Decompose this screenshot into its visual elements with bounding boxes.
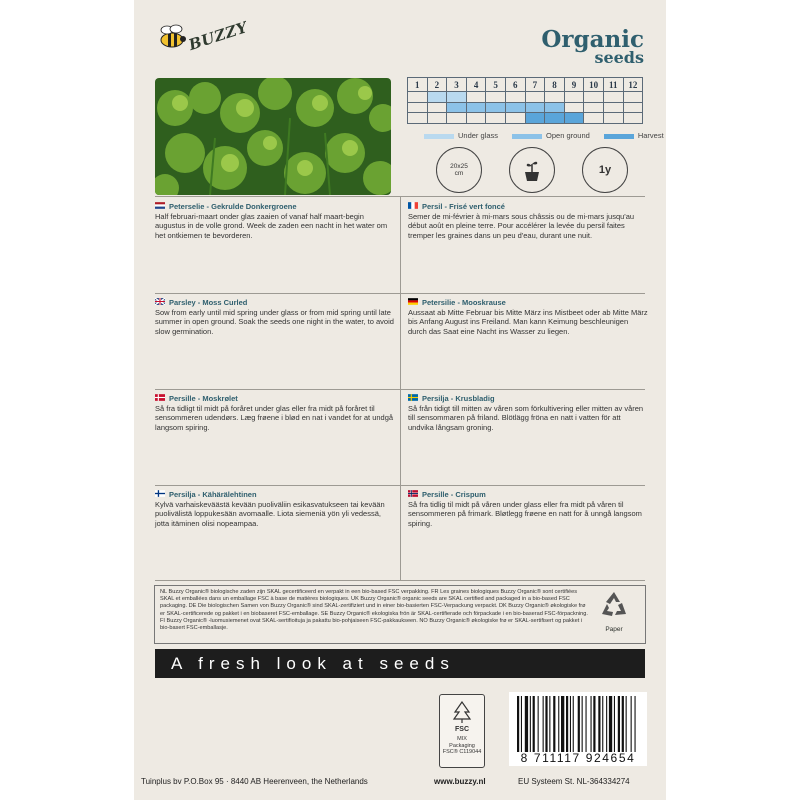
month-header: 12 xyxy=(623,78,643,92)
lifecycle-icon: 1y xyxy=(582,147,628,193)
barcode-bar xyxy=(609,696,612,752)
calendar-cell-open_ground xyxy=(408,102,428,113)
fsc-label: FSC xyxy=(455,725,469,733)
spacing-value: 20x25 xyxy=(450,162,468,170)
barcode-bar xyxy=(561,696,564,752)
calendar-cell-under_glass xyxy=(427,92,447,103)
website: www.buzzy.nl xyxy=(434,777,486,786)
barcode-bar xyxy=(618,696,620,752)
flag-de-icon xyxy=(408,298,418,307)
calendar-cell-open_ground xyxy=(447,102,467,113)
barcode-bar xyxy=(566,696,568,752)
barcode-number: 8 711117 924654 xyxy=(520,751,636,765)
flag-dk-icon xyxy=(155,394,165,403)
barcode-bar xyxy=(517,696,519,752)
calendar-cell-open_ground xyxy=(466,102,486,113)
language-text: Half februari-maart onder glas zaaien of vanaf half maart-begin augustus in de volle grond. Week de zaden een nacht in het water om het ontkiemen te bevorderen. xyxy=(155,212,388,240)
calendar-cell-under_glass xyxy=(447,92,467,103)
barcode-bar xyxy=(622,696,624,752)
language-text: Så från tidigt till mitten av våren som förkultivering eller mitten av våren till sensommaren på friland. Blötlägg fröna en natt i vatten för att undvika långsam groning. xyxy=(408,404,644,432)
calendar-cell-harvest xyxy=(623,113,643,124)
language-section-de xyxy=(408,298,648,336)
calendar-cell-under_glass xyxy=(408,92,428,103)
fsc-tree-icon xyxy=(449,700,475,724)
language-text: Semer de mi-février à mi-mars sous châssis ou de mi-mars jusqu'au début août en pleine terre. Pour accélérer la levée du persil faites tremper les graines dans un peu d'eau, durant une nuit. xyxy=(408,212,635,240)
calendar-cell-harvest xyxy=(525,113,545,124)
language-title: Persil - Frisé vert foncé xyxy=(422,202,505,211)
fsc-packaging: Packaging xyxy=(449,742,475,749)
legend-open-ground: Open ground xyxy=(512,131,590,140)
calendar-cell-open_ground xyxy=(486,102,506,113)
calendar-cell-harvest xyxy=(603,113,623,124)
calendar-cell-open_ground xyxy=(584,102,604,113)
calendar-cell-harvest xyxy=(466,113,486,124)
calendar-cell-under_glass xyxy=(525,92,545,103)
seeds-subtitle: seeds xyxy=(594,47,644,67)
plant-spacing-icon xyxy=(436,147,482,193)
seed-packet-back xyxy=(134,0,666,800)
language-text: Aussaat ab Mitte Februar bis Mitte März ins Mistbeet oder ab Mitte März bis Anfang August ins Freiland. Man kann Keimung beschleunigen durch das Saat eine Nacht ins Wasser zu liegen. xyxy=(408,308,648,336)
flag-fr-icon xyxy=(408,202,418,211)
barcode-bar xyxy=(598,696,600,752)
language-section-dk xyxy=(155,394,395,432)
calendar-cell-harvest xyxy=(486,113,506,124)
calendar-cell-harvest xyxy=(505,113,525,124)
barcode-bar xyxy=(602,696,603,752)
calendar-cell-under_glass xyxy=(584,92,604,103)
calendar-cell-under_glass xyxy=(603,92,623,103)
company-address: Tuinplus bv P.O.Box 95 · 8440 AB Heerenveen, the Netherlands xyxy=(141,777,368,786)
calendar-cell-open_ground xyxy=(545,102,565,113)
calendar-cell-harvest xyxy=(545,113,565,124)
month-header: 8 xyxy=(545,78,565,92)
month-header: 9 xyxy=(564,78,584,92)
calendar-cell-under_glass xyxy=(505,92,525,103)
language-title: Persilja - Kähärälehtinen xyxy=(169,490,257,499)
calendar-cell-open_ground xyxy=(564,102,584,113)
month-header: 2 xyxy=(427,78,447,92)
calendar-cell-open_ground xyxy=(427,102,447,113)
parsley-photo xyxy=(155,78,391,195)
sowing-legend xyxy=(424,131,664,140)
language-section-se xyxy=(408,394,648,432)
logo-text: BUZZY xyxy=(186,18,250,54)
calendar-cell-harvest xyxy=(427,113,447,124)
calendar-cell-under_glass xyxy=(623,92,643,103)
recycle-icon xyxy=(598,590,630,620)
barcode-bar xyxy=(626,696,627,752)
language-section-no xyxy=(408,490,648,528)
recycle-paper-logo xyxy=(591,590,637,633)
fsc-code: FSC® C119044 xyxy=(442,749,482,755)
month-header: 7 xyxy=(525,78,545,92)
calendar-cell-under_glass xyxy=(486,92,506,103)
language-text: Kylvä varhaiskeväästä kevään puoliväliin esikasvatukseen tai kevään puolivälistä loppukesään avomaalle. Liota siemeniä yön yli vedessä, jotta itäminen olisi nopeampaa. xyxy=(155,500,385,528)
calendar-cell-open_ground xyxy=(525,102,545,113)
divider xyxy=(155,580,645,581)
barcode-bar xyxy=(593,696,595,752)
language-text: Så fra tidlig til midt på våren under glass eller fra midt på våren til sensommeren på frimark. Bløtlegg frøene en natt for å unngå langsom spiring. xyxy=(408,500,642,528)
growing-info-icons xyxy=(436,147,628,193)
buzzy-logo xyxy=(154,18,250,57)
flag-no-icon xyxy=(408,490,418,499)
barcode-bar xyxy=(631,696,632,752)
month-header: 3 xyxy=(447,78,467,92)
month-header: 4 xyxy=(466,78,486,92)
language-section-nl xyxy=(155,202,395,240)
barcode-bar xyxy=(553,696,555,752)
calendar-cell-harvest xyxy=(408,113,428,124)
barcode-bar xyxy=(635,696,636,752)
bee-icon xyxy=(154,22,190,52)
legend-harvest: Harvest xyxy=(604,131,664,140)
calendar-cell-open_ground xyxy=(603,102,623,113)
language-section-fi xyxy=(155,490,395,528)
barcode-bar xyxy=(525,696,528,752)
barcode-bar xyxy=(582,696,583,752)
fsc-logo xyxy=(439,694,485,768)
barcode-bar xyxy=(570,696,571,752)
barcode-bar xyxy=(521,696,522,752)
fsc-mix: MIX xyxy=(457,736,467,742)
flag-se-icon xyxy=(408,394,418,403)
organic-seeds-title xyxy=(541,26,644,67)
barcode-bar xyxy=(578,696,580,752)
flag-fi-icon xyxy=(155,490,165,499)
spacing-unit: cm xyxy=(454,170,464,177)
month-header: 5 xyxy=(486,78,506,92)
language-section-fr xyxy=(408,202,648,240)
flag-gb-icon xyxy=(155,298,165,307)
language-title: Persilja - Krusbladig xyxy=(422,394,495,403)
divider xyxy=(400,196,401,580)
barcode-bar xyxy=(558,696,559,752)
flag-nl-icon xyxy=(155,202,165,211)
barcode xyxy=(509,692,647,766)
organic-title: Organic xyxy=(541,26,644,53)
month-header: 11 xyxy=(603,78,623,92)
calendar-cell-open_ground xyxy=(505,102,525,113)
language-text: Sow from early until mid spring under glass or from mid spring until late summer in open ground. Soak the seeds one night in the water, to avoid slow germination. xyxy=(155,308,394,336)
barcode-bar xyxy=(586,696,587,752)
calendar-cell-harvest xyxy=(584,113,604,124)
barcode-bar xyxy=(533,696,535,752)
language-title: Persille - Crispum xyxy=(422,490,486,499)
eu-registration: EU Systeem St. NL-364334274 xyxy=(518,777,630,786)
language-title: Persille - Moskrølet xyxy=(169,394,238,403)
calendar-cell-under_glass xyxy=(564,92,584,103)
certification-text: NL Buzzy Organic® biologische zaden zijn SKAL gecertificeerd en verpakt in een bio-based FSC verpakking. FR Les graines biologiques Buzzy Organic® sont certifiées SKAL et emballées dans un emballage FSC à base de matières biologiques. UK Buzzy Organic® organic seeds are SKAL certified and packaged in a bio-based FSC packaging. DE Die biologischen Samen von Buzzy Organic® sind SKAL-zertifiziert und in einer bio-basierten FSC-Verpackung verpackt. DK Buzzy Organic® økologiske frø er SKAL-certificerede og pakket i en biobaseret FSC-emballage. SE Buzzy Organic® ekologiska frön är SKAL-certifierade och förpackade i en bio-baserad FSC-förpackning. FI Buzzy Organic® -luomusiemenet ovat SKAL-sertifioituja ja pakattu bio-pohjaiseen FSC-pakkaukseen. NO Buzzy Organic® økologiske frø er SKAL-sertifisert og pakket i bio-basert FSC-emballasje. xyxy=(160,589,588,632)
tagline-banner: A fresh look at seeds xyxy=(155,649,645,678)
calendar-cell-harvest xyxy=(564,113,584,124)
barcode-bar xyxy=(538,696,539,752)
calendar-cell-open_ground xyxy=(623,102,643,113)
calendar-cell-harvest xyxy=(447,113,467,124)
certification-box xyxy=(154,585,646,644)
language-title: Peterselie - Gekrulde Donkergroene xyxy=(169,202,297,211)
barcode-bar xyxy=(549,696,550,752)
barcode-bar xyxy=(614,696,615,752)
language-title: Petersilie - Mooskrause xyxy=(422,298,506,307)
sowing-calendar-table xyxy=(407,77,643,124)
legend-under-glass: Under glass xyxy=(424,131,498,140)
barcode-bar xyxy=(545,696,547,752)
month-header: 1 xyxy=(408,78,428,92)
recycle-label: Paper xyxy=(605,626,623,633)
language-text: Så fra tidligt til midt på foråret under glas eller fra midt på foråret til sensommeren udendørs. Læg frøene i blød en nat i vandet for at undgå langsom spiring. xyxy=(155,404,394,432)
calendar-cell-under_glass xyxy=(545,92,565,103)
barcode-bar xyxy=(606,696,607,752)
barcode-bar xyxy=(573,696,574,752)
month-header: 6 xyxy=(505,78,525,92)
sow-in-pot-icon xyxy=(509,147,555,193)
barcode-bar xyxy=(530,696,531,752)
language-title: Parsley - Moss Curled xyxy=(169,298,248,307)
barcode-bar xyxy=(543,696,544,752)
barcode-bars xyxy=(509,696,647,754)
month-header: 10 xyxy=(584,78,604,92)
calendar-cell-under_glass xyxy=(466,92,486,103)
barcode-bar xyxy=(591,696,592,752)
language-section-gb xyxy=(155,298,395,336)
